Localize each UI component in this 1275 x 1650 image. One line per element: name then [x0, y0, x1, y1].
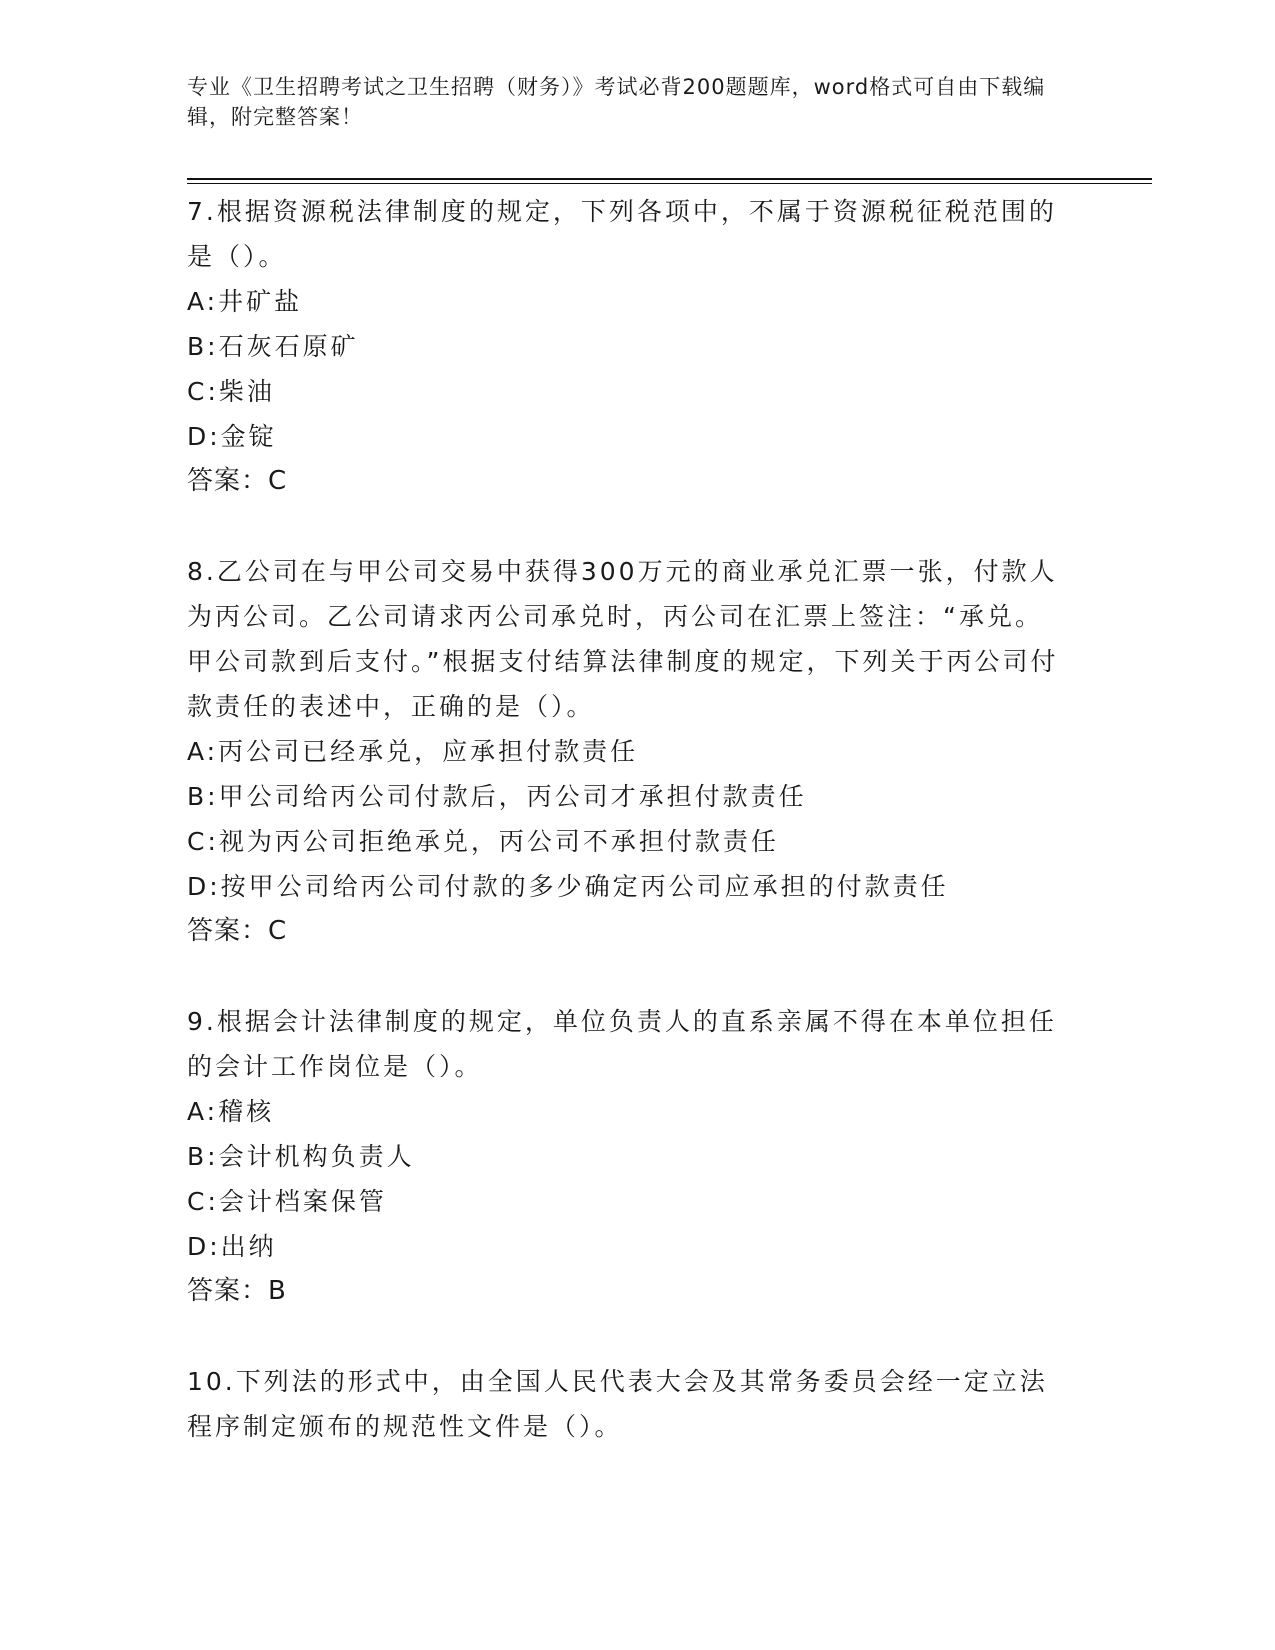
option-c: C:视为丙公司拒绝承兑，丙公司不承担付款责任 — [187, 827, 779, 856]
option-c: C:柴油 — [187, 377, 275, 406]
option-b: B:石灰石原矿 — [187, 332, 359, 361]
option-b: B:会计机构负责人 — [187, 1142, 415, 1171]
question-9 — [187, 999, 1067, 1314]
question-stem: 8.乙公司在与甲公司交易中获得300万元的商业承兑汇票一张，付款人为丙公司。乙公司请求丙公司承兑时，丙公司在汇票上签注：“承兑。甲公司款到后支付。”根据支付结算法律制度的规定，下列关于丙公司付款责任的表述中，正确的是（）。 — [187, 557, 1059, 721]
option-d: D:金锭 — [187, 422, 277, 451]
question-8 — [187, 549, 1067, 954]
answer-line: 答案：C — [187, 916, 288, 946]
question-list — [187, 189, 1067, 1494]
header-divider-thin — [187, 183, 1152, 184]
question-stem: 10.下列法的形式中，由全国人民代表大会及其常务委员会经一定立法程序制定颁布的规范性文件是（）。 — [187, 1367, 1048, 1441]
header-divider-thick — [187, 178, 1152, 180]
option-a: A:稽核 — [187, 1097, 275, 1126]
option-b: B:甲公司给丙公司付款后，丙公司才承担付款责任 — [187, 782, 807, 811]
option-d: D:按甲公司给丙公司付款的多少确定丙公司应承担的付款责任 — [187, 872, 949, 901]
option-a: A:丙公司已经承兑，应承担付款责任 — [187, 737, 639, 766]
option-c: C:会计档案保管 — [187, 1187, 387, 1216]
answer-line: 答案：C — [187, 466, 288, 496]
question-stem: 7.根据资源税法律制度的规定，下列各项中，不属于资源税征税范围的是（）。 — [187, 197, 1057, 271]
document-header: 专业《卫生招聘考试之卫生招聘（财务）》考试必背200题题库，word格式可自由下载编辑，附完整答案！ — [187, 75, 1046, 129]
question-stem: 9.根据会计法律制度的规定，单位负责人的直系亲属不得在本单位担任的会计工作岗位是（）。 — [187, 1007, 1057, 1081]
question-7 — [187, 189, 1067, 504]
answer-line: 答案：B — [187, 1276, 287, 1306]
option-d: D:出纳 — [187, 1232, 277, 1261]
question-10 — [187, 1359, 1067, 1449]
option-a: A:井矿盐 — [187, 287, 303, 316]
